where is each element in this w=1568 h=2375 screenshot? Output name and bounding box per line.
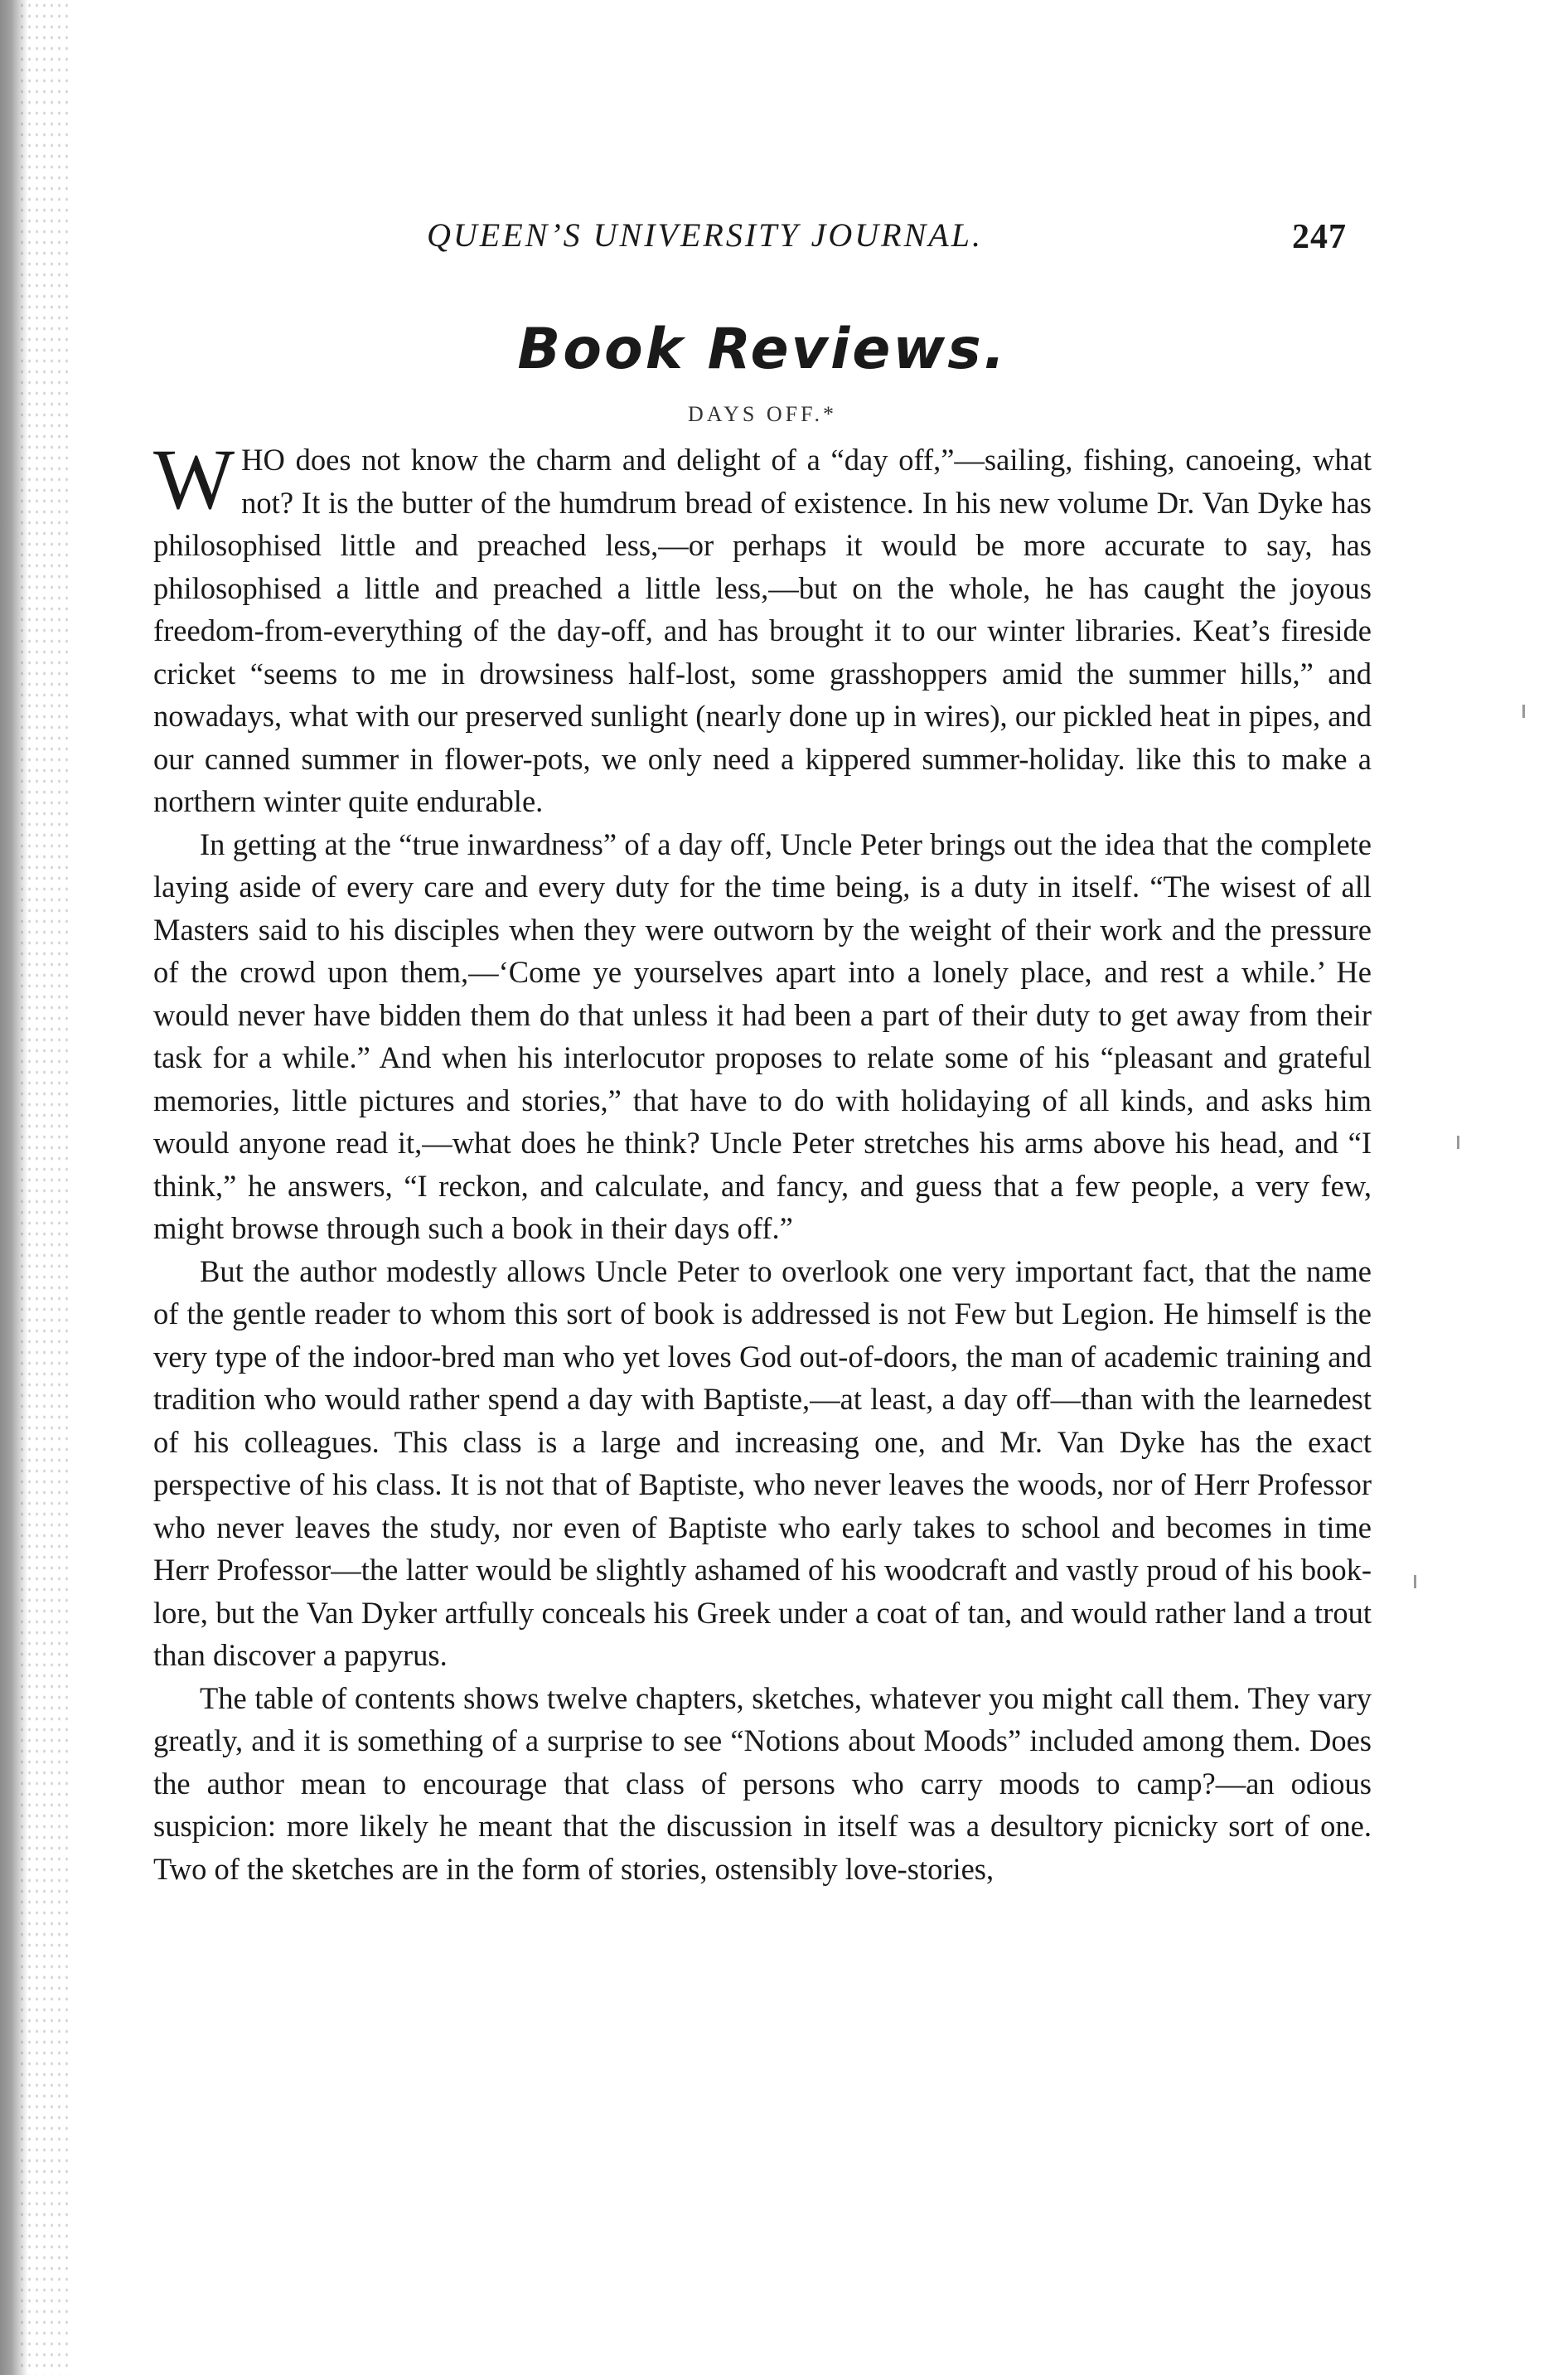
paragraph-2: In getting at the “true inwardness” of a day off, Uncle Peter brings out the idea that the complete laying aside of every care and every duty for the time being, is a duty in itself. “The wisest of all Masters said to his disciples when they were outworn by the weight of their work and the pressure of the crowd upon them,—‘Come ye yourselves apart into a lonely place, and rest a while.’ He would never have bidden them do that unless it had been a part of their duty to get away from their task for a while.” And when his interlocutor proposes to relate some of his “pleasant and grateful memories, little pictures and stories,” that have to do with holidaying of all kinds, and asks him would anyone read it,—what does he think? Uncle Peter stretches his arms above his head, and “I think,” he answers, “I reckon, and calculate, and fancy, and guess that a few people, a very few, might browse through such a book in their days off.” bbox=[153, 826, 1372, 1245]
paragraph-4: The table of contents shows twelve chapters, sketches, whatever you might call them. They vary greatly, and it is something of a surprise to see “Notions about Moods” included among them. Does the author mean to encourage that class of persons who carry moods to camp?—an odious suspicion: more likely he meant that the discussion in itself was a desultory picnicky sort of one. Two of the sketches are in the form of stories, ostensibly love-stories, bbox=[153, 1680, 1372, 1886]
review-title: DAYS OFF.* bbox=[687, 402, 838, 426]
paragraph-3: But the author modestly allows Uncle Peter to overlook one very important fact, that the name of the gentle reader to whom this sort of book is addressed is not Few but Legion. He himself is the very type of the indoor-bred man who yet loves God out-of-doors, the man of academic training and tradition who would rather spend a day with Baptiste,—at least, a day off—than with the learnedest of his colleagues. This class is a large and increasing one, and Mr. Van Dyke has the exact perspective of his class. It is not that of Baptiste, who never leaves the woods, nor of Herr Professor who never leaves the study, nor even of Baptiste who early takes to school and becomes in time Herr Professor—the latter would be slightly ashamed of his woodcraft and vastly proud of his book-lore, but the Van Dyker artfully conceals his Greek under a coat of tan, and would rather land a trout than discover a papyrus. bbox=[153, 1253, 1372, 1672]
stray-mark bbox=[1414, 1575, 1416, 1588]
page-number: 247 bbox=[1292, 218, 1347, 256]
journal-title: QUEEN’S UNIVERSITY JOURNAL. bbox=[427, 216, 983, 254]
paragraph-1 bbox=[153, 432, 1372, 823]
section-title: Book Reviews. bbox=[517, 317, 1008, 382]
review-body bbox=[153, 432, 1372, 1890]
running-header bbox=[153, 207, 1372, 265]
paragraph-1-text: HO does not know the charm and delight of a “day off,”—sailing, fishing, canoeing, what not? It is the butter of the humdrum bread of existence. In his new volume Dr. Van Dyke has philosophised little and preached less,—or perhaps it would be more accurate to say, has philosophised a little and preached a little less,—but on the whole, he has caught the joyous freedom-from-everything of the day-off, and has brought it to our winter libraries. Keat’s fireside cricket “seems to me in drowsiness half-lost, some grasshoppers amid the summer hills,” and nowadays, what with our preserved sunlight (nearly done up in wires), our pickled heat in pipes, and our canned summer in flower-pots, we only need a kippered summer-holiday. like this to make a northern winter quite endurable. bbox=[153, 443, 1372, 818]
drop-cap: W bbox=[153, 432, 234, 527]
binding-speckle bbox=[18, 0, 68, 2375]
stray-mark bbox=[1522, 705, 1525, 718]
journal-page bbox=[153, 207, 1372, 1890]
stray-mark bbox=[1457, 1136, 1459, 1149]
